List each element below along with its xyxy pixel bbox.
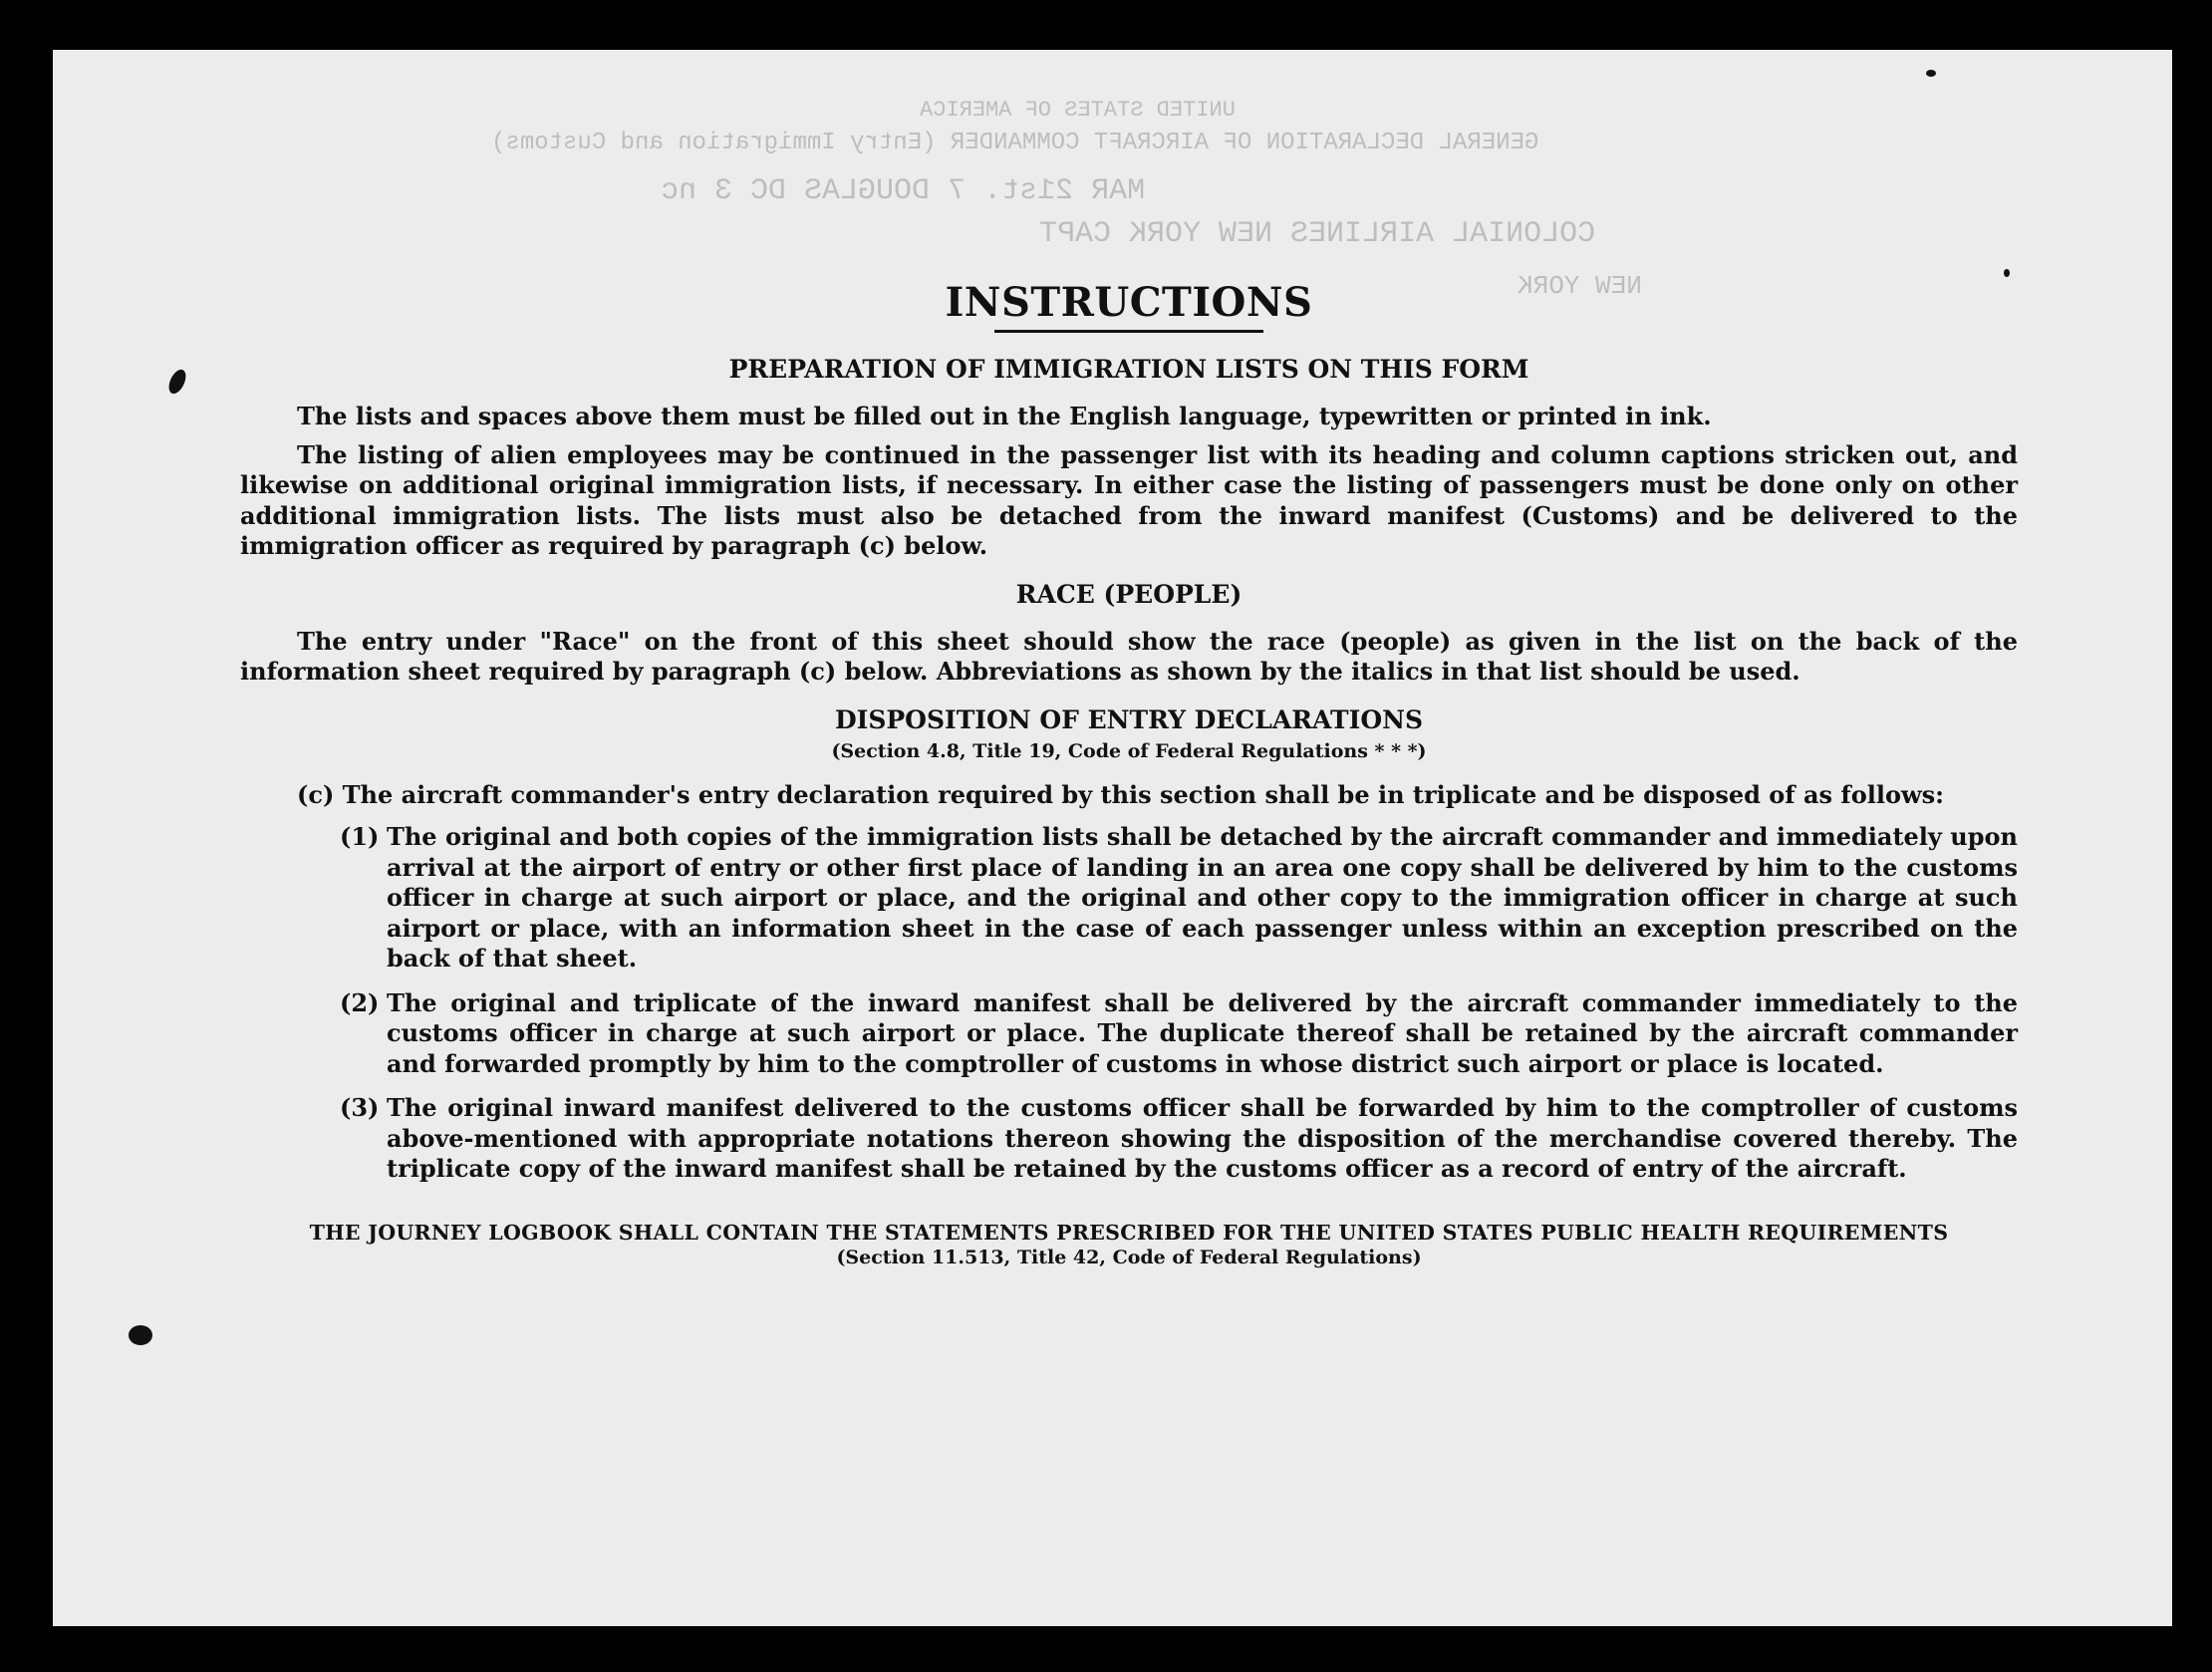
race-paragraph: The entry under "Race" on the front of this sheet should show the race (people) as given in the list on the back of the information sheet required by paragraph (c) below. Abbreviations as shown by the italics in that list should be used. (240, 626, 2018, 686)
bleed-line-1: UNITED STATES OF AMERICA (920, 98, 1236, 123)
ink-blot (1926, 70, 1936, 77)
logbook-reference: (Section 11.513, Title 42, Code of Federal Regulations) (836, 1246, 1422, 1268)
preparation-paragraph-1: The lists and spaces above them must be filled out in the English language, typewritten or printed in ink. (297, 402, 1712, 430)
bleed-line-5: NEW YORK (1518, 271, 1642, 301)
page-title: INSTRUCTIONS (945, 279, 1313, 326)
disposition-item (340, 1093, 2018, 1185)
preparation-paragraph-2: The listing of alien employees may be continued in the passenger list with its heading and column captions stricken out, and likewise on additional original immigration lists, if necessary. In either case the listing of passengers must be done only on other additional immigration lists. The lists must also be detached from the inward manifest (Customs) and be delivered to the immigration officer as required by paragraph (c) below. (240, 439, 2018, 560)
bleed-line-4: COLONIAL AIRLINES NEW YORK CAPT (1039, 217, 1596, 251)
item-text: The original and both copies of the immigration lists shall be detached by the aircraft commander and immediately upon arrival at the airport of entry or other first place of landing in an area one copy shall be delivered by him to the customs officer in charge at such airport or place, and the original and other copy to the immigration officer in charge at such airport or place, with an information sheet in the case of each passenger unless within an exception prescribed on the back of that sheet. (387, 822, 2018, 973)
bleed-line-3: MAR 21st. 7 DOUGLAS DC 3 nc (661, 174, 1146, 208)
disposition-intro: (c) The aircraft commander's entry declaration required by this section shall be in triplicate and be disposed of as follows: (297, 779, 1944, 809)
item-number: (1) (340, 822, 380, 851)
title-underline (994, 330, 1263, 333)
item-text: The original inward manifest delivered to the customs officer shall be forwarded by him to the comptroller of customs above-mentioned with appropriate notations thereon showing the disposition of the merchandise covered thereby. The triplicate copy of the inward manifest shall be retained by the customs officer as a record of entry of the aircraft. (387, 1093, 2018, 1183)
disposition-heading: DISPOSITION OF ENTRY DECLARATIONS (834, 704, 1424, 734)
disposition-item (340, 988, 2018, 1080)
race-heading: RACE (PEOPLE) (1015, 579, 1243, 609)
ink-blot (2004, 269, 2010, 277)
item-number: (3) (340, 1093, 380, 1122)
disposition-item (340, 822, 2018, 975)
ink-blot (129, 1325, 152, 1345)
bleed-line-2: GENERAL DECLARATION OF AIRCRAFT COMMANDER (Entry Immigration and Customs) (491, 130, 1539, 156)
item-number: (2) (340, 987, 380, 1017)
document-page (53, 50, 2172, 1626)
item-text: The original and triplicate of the inward manifest shall be delivered by the aircraft commander immediately to the customs officer in charge at such airport or place. The duplicate thereof shall be retained by the aircraft commander and forwarded promptly by him to the comptroller of customs in whose district such airport or place is located. (387, 987, 2018, 1078)
instructions-content (240, 279, 2018, 1268)
logbook-caption: THE JOURNEY LOGBOOK SHALL CONTAIN THE STATEMENTS PRESCRIBED FOR THE UNITED STATES PUBLIC HEALTH REQUIREMENTS (309, 1220, 1949, 1245)
disposition-reference: (Section 4.8, Title 19, Code of Federal Regulations * * *) (831, 739, 1427, 762)
preparation-heading: PREPARATION OF IMMIGRATION LISTS ON THIS FORM (728, 355, 1529, 384)
ink-blot (165, 367, 189, 396)
